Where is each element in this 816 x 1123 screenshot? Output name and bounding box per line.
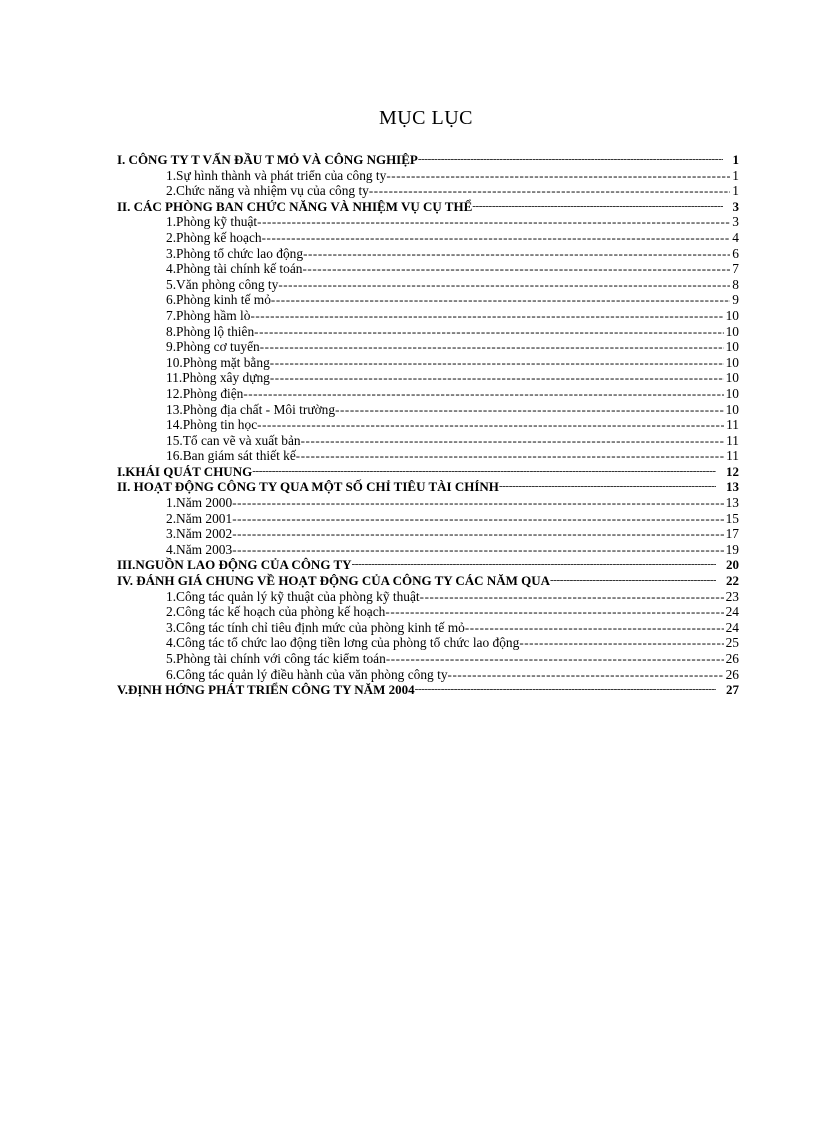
- toc-entry-page: 15: [725, 510, 739, 526]
- toc-entry-page: 1: [732, 152, 739, 167]
- toc-entry-page: 13: [726, 479, 739, 495]
- toc-entry-page: 26: [725, 666, 739, 682]
- toc-entry: [117, 339, 739, 355]
- dot-leader: [257, 214, 730, 230]
- toc-entry: [117, 246, 739, 262]
- dot-leader: [232, 542, 723, 558]
- toc-entry-page: 6: [732, 245, 739, 261]
- toc-entry-page: 27: [726, 682, 739, 698]
- toc-entry-page: 23: [725, 588, 739, 604]
- toc-entry-title: 2.Năm 2001: [166, 510, 233, 526]
- toc-entry: [117, 620, 739, 636]
- toc-entry-title: 3.Năm 2002: [166, 526, 233, 542]
- dot-leader: [296, 448, 724, 464]
- toc-entry-page: 22: [726, 573, 739, 589]
- toc-entry-page: 8: [732, 276, 739, 292]
- toc-entry-page: 10: [725, 323, 739, 339]
- toc-entry-title: V.ĐỊNH HỚNG PHÁT TRIỂN CÔNG TY NĂM 2004: [117, 682, 415, 698]
- toc-entry-title: 11.Phòng xây dựng: [166, 370, 270, 386]
- toc-entry-title: 8.Phòng lộ thiên: [166, 323, 255, 339]
- toc-entry: [117, 292, 739, 308]
- toc-entry-page: 7: [732, 261, 739, 277]
- dot-leader: [385, 604, 723, 620]
- toc-entry: [117, 526, 739, 542]
- toc-entry-title: 6.Công tác quản lý điều hành của văn phòng công ty: [166, 666, 448, 682]
- dot-leader: [418, 152, 723, 168]
- toc-entry-title: 4.Công tác tổ chức lao động tiền lơng của phòng tổ chức lao động: [166, 635, 520, 651]
- toc-entry-title: II. HOẠT ĐỘNG CÔNG TY QUA MỘT SỐ CHỈ TIÊU TÀI CHÍNH: [117, 479, 499, 495]
- toc-entry: [117, 651, 739, 667]
- toc-entry-title: 14.Phòng tin học: [166, 417, 258, 433]
- dot-leader: [301, 433, 724, 449]
- toc-entry-title: 13.Phòng địa chất - Môi trường: [166, 401, 336, 417]
- toc-entry-title: 5.Văn phòng công ty: [166, 276, 279, 292]
- dot-leader: [252, 464, 716, 480]
- toc-entry-title: 6.Phòng kinh tế mỏ: [166, 292, 271, 308]
- dot-leader: [270, 355, 724, 371]
- dot-leader: [420, 589, 724, 605]
- dot-leader: [243, 386, 723, 402]
- toc-entry: [117, 355, 739, 371]
- toc-entry: [117, 417, 739, 433]
- toc-entry-title: IV. ĐÁNH GIÁ CHUNG VỀ HOẠT ĐỘNG CỦA CÔNG TY CÁC NĂM QUA: [117, 573, 551, 589]
- dot-leader: [232, 526, 723, 542]
- dot-leader: [262, 230, 731, 246]
- toc-entry-title: 12.Phòng điện: [166, 385, 244, 401]
- dot-leader: [271, 292, 730, 308]
- toc-entry-title: 2.Công tác kế hoạch của phòng kế hoạch: [166, 604, 386, 620]
- dot-leader: [499, 479, 716, 495]
- toc-entry-page: 9: [732, 292, 739, 308]
- dot-leader: [415, 682, 716, 698]
- toc-entry-page: 10: [725, 401, 739, 417]
- toc-entry: [117, 370, 739, 386]
- toc-entry-page: 10: [725, 339, 739, 355]
- dot-leader: [260, 339, 724, 355]
- dot-leader: [519, 635, 723, 651]
- toc-entry-title: 1.Phòng kỹ thuật: [166, 214, 258, 230]
- toc-entry-title: 1.Sự hình thành và phát triển của công ty: [166, 167, 387, 183]
- toc-entry-page: 10: [725, 354, 739, 370]
- toc-entry-page: 1: [732, 183, 739, 199]
- dot-leader: [250, 308, 723, 324]
- dot-leader: [303, 246, 730, 262]
- table-of-contents: [117, 152, 739, 698]
- toc-entry: [117, 433, 739, 449]
- toc-entry-page: 19: [725, 541, 739, 557]
- toc-entry-title: 7.Phòng hầm lò: [166, 307, 251, 323]
- toc-entry: [117, 464, 739, 480]
- dot-leader: [303, 261, 731, 277]
- toc-entry-title: 5.Phòng tài chính với công tác kiểm toán: [166, 651, 386, 666]
- toc-entry-page: 11: [726, 432, 739, 448]
- dot-leader: [335, 402, 724, 418]
- toc-entry-title: I.KHÁI QUÁT CHUNG: [117, 463, 253, 479]
- toc-entry: [117, 199, 739, 215]
- toc-entry-page: 13: [725, 495, 739, 511]
- toc-entry-title: 4.Phòng tài chính kế toán: [166, 261, 303, 277]
- toc-entry: [117, 183, 739, 199]
- toc-entry-title: 3.Phòng tổ chức lao động: [166, 245, 304, 261]
- toc-entry-page: 12: [726, 463, 739, 479]
- toc-entry-title: III.NGUỒN LAO ĐỘNG CỦA CÔNG TY: [117, 557, 352, 573]
- dot-leader: [257, 417, 724, 433]
- dot-leader: [232, 495, 723, 511]
- toc-entry: [117, 402, 739, 418]
- dot-leader: [278, 277, 730, 293]
- dot-leader: [386, 168, 730, 184]
- toc-entry: [117, 324, 739, 340]
- dot-leader: [465, 620, 724, 636]
- toc-entry-page: 20: [726, 557, 739, 573]
- toc-entry-title: 3.Công tác tính chỉ tiêu định mức của phòng kinh tế mỏ: [166, 619, 465, 635]
- toc-entry: [117, 589, 739, 605]
- toc-entry-page: 25: [725, 635, 739, 651]
- toc-entry-page: 26: [725, 651, 739, 666]
- page-title: MỤC LỤC: [378, 107, 474, 129]
- toc-entry: [117, 667, 739, 683]
- toc-entry: [117, 308, 739, 324]
- dot-leader: [270, 370, 724, 386]
- toc-entry-page: 10: [725, 385, 739, 401]
- toc-entry: [117, 573, 739, 589]
- toc-entry: [117, 604, 739, 620]
- toc-entry-title: 2.Phòng kế hoạch: [166, 229, 262, 245]
- toc-entry-title: I. CÔNG TY T VẤN ĐẦU T MỎ VÀ CÔNG NGHIỆP: [117, 152, 418, 167]
- dot-leader: [352, 557, 716, 573]
- toc-entry: [117, 511, 739, 527]
- toc-entry: [117, 261, 739, 277]
- toc-entry-page: 11: [726, 417, 739, 433]
- toc-entry-title: 4.Năm 2003: [166, 541, 233, 557]
- dot-leader: [254, 324, 723, 340]
- toc-entry-page: 24: [725, 604, 739, 620]
- dot-leader: [386, 651, 724, 667]
- dot-leader: [472, 199, 722, 215]
- toc-entry: [117, 557, 739, 573]
- toc-entry-page: 3: [732, 214, 739, 230]
- dot-leader: [369, 183, 730, 199]
- toc-entry-title: 2.Chức năng và nhiệm vụ của công ty: [166, 183, 369, 199]
- toc-entry-page: 10: [725, 370, 739, 386]
- toc-entry-page: 24: [725, 619, 739, 635]
- toc-entry: [117, 542, 739, 558]
- toc-entry: [117, 479, 739, 495]
- toc-entry-page: 17: [725, 526, 739, 542]
- toc-entry: [117, 168, 739, 184]
- toc-entry-page: 4: [732, 229, 739, 245]
- toc-entry: [117, 682, 739, 698]
- toc-entry-page: 11: [726, 448, 739, 464]
- toc-entry-title: II. CÁC PHÒNG BAN CHỨC NĂNG VÀ NHIỆM VỤ CỤ THỂ: [117, 198, 473, 214]
- toc-entry-title: 1.Công tác quản lý kỹ thuật của phòng kỹ thuật: [166, 588, 420, 604]
- dot-leader: [232, 511, 723, 527]
- toc-entry-title: 16.Ban giám sát thiết kế: [166, 448, 296, 464]
- toc-entry: [117, 277, 739, 293]
- toc-entry: [117, 214, 739, 230]
- toc-entry: [117, 495, 739, 511]
- toc-entry: [117, 152, 739, 168]
- dot-leader: [550, 573, 716, 589]
- toc-entry: [117, 386, 739, 402]
- toc-entry-page: 1: [732, 167, 739, 183]
- toc-entry: [117, 230, 739, 246]
- dot-leader: [448, 667, 724, 683]
- toc-entry: [117, 448, 739, 464]
- toc-entry-title: 9.Phòng cơ tuyển: [166, 339, 260, 355]
- toc-entry-title: 10.Phòng mặt bằng: [166, 354, 270, 370]
- toc-entry-title: 15.Tổ can vẽ và xuất bản: [166, 432, 301, 448]
- toc-entry-title: 1.Năm 2000: [166, 495, 233, 511]
- toc-entry: [117, 635, 739, 651]
- toc-entry-page: 10: [725, 307, 739, 323]
- toc-entry-page: 3: [732, 198, 739, 214]
